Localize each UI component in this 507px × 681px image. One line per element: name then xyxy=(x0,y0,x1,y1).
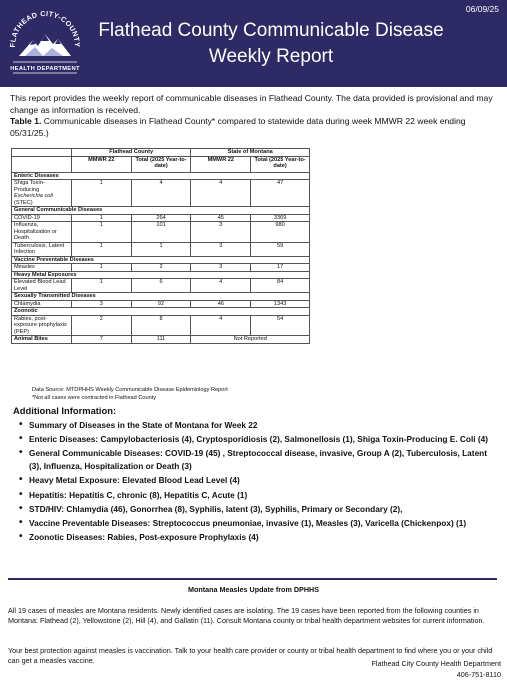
report-title-line2: Weekly Report xyxy=(208,46,334,67)
section-label: Vaccine Preventable Diseases xyxy=(12,256,310,264)
footer-phone: 406-751-8110 xyxy=(456,669,501,679)
disease-table xyxy=(11,148,310,344)
table-row xyxy=(12,279,310,293)
section-label: Zoonotic xyxy=(12,308,310,316)
disease-name: Animal Bites xyxy=(12,336,72,344)
st-week-cell: 3 xyxy=(191,264,251,272)
report-date: 06/09/25 xyxy=(465,4,499,14)
additional-heading: Additional Information: xyxy=(13,405,117,416)
list-item: • Zoonotic Diseases: Rabies, Post-exposure Prophylaxis (4) xyxy=(15,531,501,544)
st-week-cell: 4 xyxy=(191,180,251,207)
section-label: Enteric Diseases xyxy=(12,172,310,180)
st-week-cell: 3 xyxy=(191,222,251,243)
table-row xyxy=(12,222,310,243)
fc-week-cell: 1 xyxy=(71,222,131,243)
disease-name: Elevated Blood Lead Level xyxy=(12,279,72,293)
section-row xyxy=(12,271,310,279)
measles-update-title: Montana Measles Update from DPHHS xyxy=(188,585,319,594)
section-divider xyxy=(8,578,497,580)
table-source xyxy=(32,387,228,402)
fc-total-cell: 8 xyxy=(131,315,191,336)
corner-cell xyxy=(12,149,72,157)
fc-week-cell: 1 xyxy=(71,279,131,293)
section-row xyxy=(12,308,310,316)
disease-name: Chlamydia xyxy=(12,300,72,308)
st-not-reported-cell: Not Reported xyxy=(191,336,310,344)
fc-week-cell: 7 xyxy=(71,336,131,344)
st-week-cell: 45 xyxy=(191,214,251,222)
group-flathead: Flathead County xyxy=(71,149,191,157)
svg-text:HEALTH DEPARTMENT: HEALTH DEPARTMENT xyxy=(10,66,80,72)
col-header-fc-total: Total (2025 Year-to-date) xyxy=(131,156,191,172)
section-row xyxy=(12,293,310,301)
section-label: Heavy Metal Exposures xyxy=(12,271,310,279)
section-row xyxy=(12,256,310,264)
st-total-cell: 54 xyxy=(251,315,310,336)
fc-week-cell: 1 xyxy=(71,214,131,222)
col-header-st-week: MMWR 22 xyxy=(191,156,251,172)
table-row xyxy=(12,264,310,272)
health-department-logo xyxy=(5,6,85,81)
disease-name: Tuberculosis, Latent Infection xyxy=(12,242,72,256)
st-week-cell: 4 xyxy=(191,315,251,336)
report-title-line1: Flathead County Communicable Disease xyxy=(98,20,444,41)
fc-total-cell: 111 xyxy=(131,336,191,344)
disease-name: Rabies, post-exposure prophylaxis (PEP) xyxy=(12,315,72,336)
fc-total-cell: 4 xyxy=(131,180,191,207)
section-label: General Communicable Diseases xyxy=(12,207,310,215)
additional-list xyxy=(15,419,501,545)
footer-contact xyxy=(372,659,501,681)
fc-total-cell: 101 xyxy=(131,222,191,243)
disease-name-italic: Escherichia coli xyxy=(14,193,53,199)
list-item: • STD/HIV: Chlamydia (46), Gonorrhea (8), Syphilis, latent (3), Syphilis, Primary or Secondary (2), xyxy=(15,503,501,516)
corner-cell-2 xyxy=(12,156,72,172)
report-title xyxy=(86,18,456,70)
st-total-cell: 84 xyxy=(251,279,310,293)
list-item: • General Communicable Diseases: COVID-19 (45) , Streptococcal disease, invasive, Group A (2), Tuberculosis, Latent (3), Influenza, Hospitalization or Death (3) xyxy=(15,447,501,473)
footnote-text: *Not all cases were contracted in Flathead County xyxy=(32,394,157,401)
fc-week-cell: 1 xyxy=(71,264,131,272)
fc-total-cell: 6 xyxy=(131,279,191,293)
table-row xyxy=(12,300,310,308)
table-label: Table 1. xyxy=(10,116,42,126)
table-row xyxy=(12,214,310,222)
fc-total-cell: 264 xyxy=(131,214,191,222)
st-total-cell: 17 xyxy=(251,264,310,272)
svg-text:FLATHEAD CITY-COUNTY: FLATHEAD CITY-COUNTY xyxy=(7,8,83,48)
st-total-cell: 59 xyxy=(251,242,310,256)
disease-name: Shiga Toxin-Producing Escherichia coli (STEC) xyxy=(12,180,72,207)
footer-org: Flathead City County Health Department xyxy=(371,659,501,668)
fc-week-cell: 1 xyxy=(71,180,131,207)
table-row-animal-bites xyxy=(12,336,310,344)
group-state: State of Montana xyxy=(191,149,310,157)
section-label: Sexually Transmitted Diseases xyxy=(12,293,310,301)
measles-update-paragraph-1: All 19 cases of measles are Montana residents. Newly identified cases are isolating. The 19 cases have been reported from the following counties in Montana: Flathead (2), Yellowstone (2), Hill (4), and Gallatin (11). Consult Montana county or tribal health department websites for current information. xyxy=(8,606,485,626)
fc-total-cell: 92 xyxy=(131,300,191,308)
fc-week-cell: 2 xyxy=(71,315,131,336)
section-row xyxy=(12,207,310,215)
disease-name: Measles xyxy=(12,264,72,272)
table-row xyxy=(12,180,310,207)
list-item: • Heavy Metal Exposure: Elevated Blood Lead Level (4) xyxy=(15,474,501,487)
list-item: • Summary of Diseases in the State of Montana for Week 22 xyxy=(15,419,501,432)
intro-text: This report provides the weekly report of communicable diseases in Flathead County. The data provided is provisional and may change as information is received. xyxy=(10,93,493,115)
report-header xyxy=(0,0,507,87)
st-week-cell: 4 xyxy=(191,279,251,293)
fc-week-cell: 3 xyxy=(71,300,131,308)
fc-total-cell: 1 xyxy=(131,242,191,256)
disease-name: Influenza, Hospitalization or Death xyxy=(12,222,72,243)
table-caption xyxy=(10,116,500,139)
list-item: • Enteric Diseases: Campylobacteriosis (4), Cryptosporidiosis (2), Salmonellosis (1), Shiga Toxin-Producing E. Coli (4) xyxy=(15,433,501,446)
fc-total-cell: 2 xyxy=(131,264,191,272)
table-row xyxy=(12,242,310,256)
disease-name: COVID-19 xyxy=(12,214,72,222)
st-total-cell: 1343 xyxy=(251,300,310,308)
table-caption-text: Communicable diseases in Flathead County* compared to statewide data during week MMWR 22 week ending 05/31/25.) xyxy=(10,116,466,138)
list-item: • Vaccine Preventable Diseases: Streptococcus pneumoniae, invasive (1), Measles (3), Varicella (Chickenpox) (1) xyxy=(15,517,501,530)
col-header-fc-week: MMWR 22 xyxy=(71,156,131,172)
st-week-cell: 3 xyxy=(191,242,251,256)
intro-section xyxy=(10,93,500,139)
section-row xyxy=(12,172,310,180)
list-item: • Hepatitis: Hepatitis C, chronic (8), Hepatitis C, Acute (1) xyxy=(15,489,501,502)
st-total-cell: 980 xyxy=(251,222,310,243)
measles-update-paragraph-2: Your best protection against measles is vaccination. Talk to your health care provider or county or tribal health department to find where you or your child can get a measles vaccine. xyxy=(8,646,493,666)
source-text: Data Source: MTDPHHS Weekly Communicable Disease Epidemiology Report xyxy=(32,387,228,393)
table-row xyxy=(12,315,310,336)
st-total-cell: 47 xyxy=(251,180,310,207)
st-total-cell: 3369 xyxy=(251,214,310,222)
fc-week-cell: 1 xyxy=(71,242,131,256)
st-week-cell: 46 xyxy=(191,300,251,308)
col-header-st-total: Total (2025 Year-to-date) xyxy=(251,156,310,172)
